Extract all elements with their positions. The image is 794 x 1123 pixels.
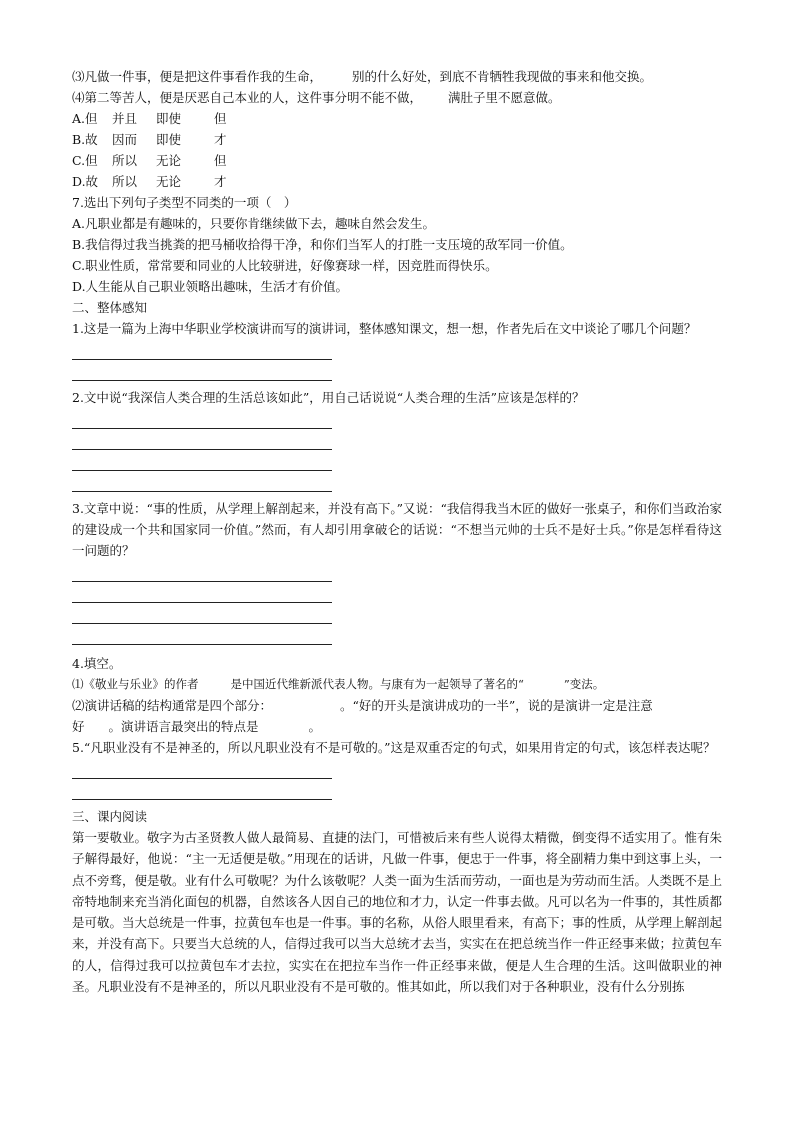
answer-line — [72, 582, 332, 603]
answer-line — [72, 603, 332, 624]
reading-passage: 第一要敬业。敬字为古圣贤教人做人最简易、直捷的法门，可惜被后来有些人说得太精微，倒变得不适实用了。惟有朱子解得最好，他说：“主一无适便是敬。”用现在的话讲，凡做一件事，便忠于一件事，将全副精力集中到这事上头，一点不旁骛，便是敬。业有什么可敬呢？为什么该敬呢？人类一面为生活而劳动，一面也是为劳动而生活。人类既不是上帝特地制来充当消化面包的机器，自然该各人因自己的地位和才力，认定一件事去做。凡可以名为一件事的，其性质都是可敬。当大总统是一件事，拉黄包车也是一件事。事的名称，从俗人眼里看来，有高下；事的性质，从学理上解剖起来，并没有高下。只要当大总统的人，信得过我可以当大总统才去当，实实在在把总统当作一件正经事来做；拉黄包车的人，信得过我可以拉黄包车才去拉，实实在在把拉车当作一件正经事来做，便是人生合理的生活。这叫做职业的神圣。凡职业没有不是神圣的，所以凡职业没有不是可敬的。惟其如此，所以我们对于各种职业，没有什么分别拣 — [72, 830, 723, 995]
question-4-stem: 4.填空。 — [72, 656, 122, 671]
answer-line — [72, 450, 332, 471]
q7-option-c: C.职业性质，常常要和同业的人比较骈进，好像赛球一样，因竞胜而得快乐。 — [72, 258, 498, 273]
q6-option-c: C.但 所以 无论 但 — [72, 153, 227, 168]
question-4-line-3: 好 。演讲语言最突出的特点是 。 — [72, 719, 322, 734]
q6-option-b: B.故 因而 即使 才 — [72, 132, 227, 147]
q7-stem: 7.选出下列句子类型不同类的一项（ ） — [72, 195, 297, 210]
answer-line — [72, 408, 332, 429]
q7-option-a: A.凡职业都是有趣味的，只要你肯继续做下去，趣味自然会发生。 — [72, 216, 436, 231]
q6-item-3: ⑶凡做一件事，便是把这件事看作我的生命， 别的什么好处，到底不肯牺牲我现做的事来和他交换。 — [72, 69, 653, 84]
question-2: 2.文中说“我深信人类合理的生活总该如此”，用自己话说说“人类合理的生活”应该是怎样的？ — [72, 390, 585, 405]
question-4-line-1: ⑴《敬业与乐业》的作者 是中国近代维新派代表人物。与康有为一起领导了著名的“ ”变法。 — [72, 677, 605, 691]
q6-option-d: D.故 所以 无论 才 — [72, 174, 227, 189]
q7-option-b: B.我信得过我当挑粪的把马桶收拾得干净，和你们当军人的打胜一支压境的敌军同一价值。 — [72, 237, 573, 252]
question-3: 3.文章中说：“事的性质，从学理上解剖起来，并没有高下。”又说：“我信得我当木匠的做好一张桌子，和你们当政治家的建设成一个共和国家同一价值。”然而，有人却引用拿破仑的话说：“不想当元帅的士兵不是好士兵。”你是怎样看待这一问题的？ — [72, 501, 722, 558]
answer-line — [72, 429, 332, 450]
section-2-heading: 二、整体感知 — [72, 300, 148, 315]
worksheet-page — [72, 66, 722, 997]
answer-line — [72, 758, 332, 779]
question-5: 5.“凡职业没有不是神圣的，所以凡职业没有不是可敬的。”这是双重否定的句式，如果用肯定的句式，该怎样表达呢？ — [72, 740, 716, 755]
answer-line — [72, 561, 332, 582]
answer-line — [72, 779, 332, 800]
answer-line — [72, 624, 332, 645]
section-3-heading: 三、课内阅读 — [72, 809, 148, 824]
answer-line — [72, 471, 332, 492]
q6-item-4: ⑷第二等苦人，便是厌恶自己本业的人，这件事分明不能不做， 满肚子里不愿意做。 — [72, 90, 561, 105]
question-4-line-2: ⑵演讲话稿的结构通常是四个部分： 。“好的开头是演讲成功的一半”，说的是演讲一定是注意 — [72, 698, 653, 713]
answer-line — [72, 339, 332, 360]
q6-option-a: A.但 并且 即使 但 — [72, 111, 227, 126]
q7-option-d: D.人生能从自己职业领略出趣味，生活才有价值。 — [72, 279, 349, 294]
question-1: 1.这是一篇为上海中华职业学校演讲而写的演讲词，整体感知课文，想一想，作者先后在文中谈论了哪几个问题？ — [72, 321, 697, 336]
answer-line — [72, 360, 332, 381]
